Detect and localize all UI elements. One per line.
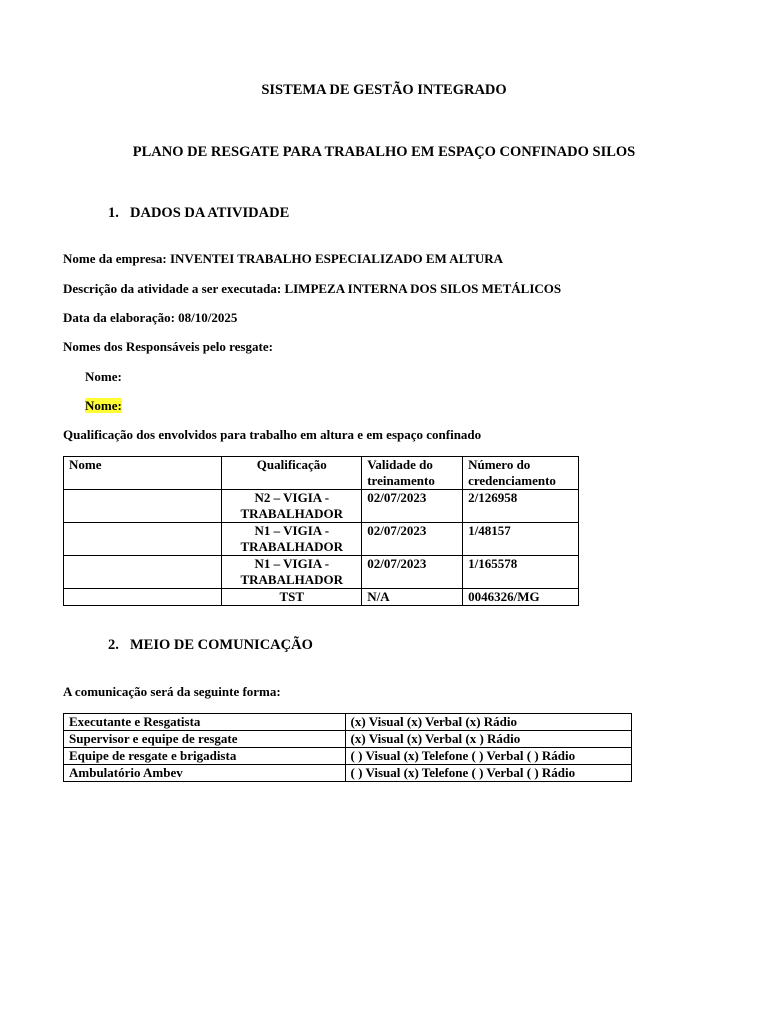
cell-means: (x) Visual (x) Verbal (x) Rádio bbox=[345, 714, 631, 731]
table-row bbox=[64, 490, 579, 523]
highlighted-name-label: Nome: bbox=[85, 398, 122, 413]
cell-qualificacao: N1 – VIGIA - TRABALHADOR bbox=[222, 556, 362, 589]
cell-numero: 0046326/MG bbox=[463, 589, 579, 606]
communication-table bbox=[63, 713, 632, 782]
header-numero: Número do credenciamento bbox=[463, 457, 579, 490]
cell-validade: 02/07/2023 bbox=[362, 523, 463, 556]
system-title: SISTEMA DE GESTÃO INTEGRADO bbox=[261, 82, 507, 98]
table-row bbox=[64, 523, 579, 556]
cell-means: ( ) Visual (x) Telefone ( ) Verbal ( ) Rádio bbox=[345, 765, 631, 782]
cell-qualificacao: N1 – VIGIA - TRABALHADOR bbox=[222, 523, 362, 556]
cell-validade: N/A bbox=[362, 589, 463, 606]
communication-intro: A comunicação será da seguinte forma: bbox=[63, 684, 281, 699]
section-1-title: DADOS DA ATIVIDADE bbox=[130, 205, 290, 221]
company-line: Nome da empresa: INVENTEI TRABALHO ESPECIALIZADO EM ALTURA bbox=[63, 251, 504, 266]
table-row bbox=[64, 731, 632, 748]
responsible-name-2 bbox=[85, 398, 122, 414]
table-row bbox=[64, 556, 579, 589]
responsibles-line: Nomes dos Responsáveis pelo resgate: bbox=[63, 339, 273, 354]
cell-numero: 1/48157 bbox=[463, 523, 579, 556]
header-qualificacao: Qualificação bbox=[222, 457, 362, 490]
responsible-name-1: Nome: bbox=[85, 369, 122, 384]
section-2-number: 2. bbox=[108, 637, 119, 653]
cell-qualificacao: TST bbox=[222, 589, 362, 606]
date-line: Data da elaboração: 08/10/2025 bbox=[63, 310, 238, 325]
cell-nome bbox=[64, 523, 222, 556]
section-2-heading bbox=[108, 637, 313, 654]
cell-nome bbox=[64, 589, 222, 606]
section-2-title: MEIO DE COMUNICAÇÃO bbox=[130, 637, 313, 653]
plan-title: PLANO DE RESGATE PARA TRABALHO EM ESPAÇO CONFINADO SILOS bbox=[132, 144, 636, 160]
qualification-table bbox=[63, 456, 579, 606]
qualification-intro: Qualificação dos envolvidos para trabalho em altura e em espaço confinado bbox=[63, 427, 482, 442]
table-row bbox=[64, 589, 579, 606]
cell-participants: Equipe de resgate e brigadista bbox=[64, 748, 346, 765]
cell-nome bbox=[64, 490, 222, 523]
header-nome: Nome bbox=[64, 457, 222, 490]
cell-validade: 02/07/2023 bbox=[362, 490, 463, 523]
table-row bbox=[64, 714, 632, 731]
cell-means: ( ) Visual (x) Telefone ( ) Verbal ( ) Rádio bbox=[345, 748, 631, 765]
table-header-row bbox=[64, 457, 579, 490]
section-1-number: 1. bbox=[108, 205, 119, 221]
cell-numero: 1/165578 bbox=[463, 556, 579, 589]
cell-means: (x) Visual (x) Verbal (x ) Rádio bbox=[345, 731, 631, 748]
cell-participants: Executante e Resgatista bbox=[64, 714, 346, 731]
cell-nome bbox=[64, 556, 222, 589]
header-validade: Validade do treinamento bbox=[362, 457, 463, 490]
cell-validade: 02/07/2023 bbox=[362, 556, 463, 589]
table-row bbox=[64, 748, 632, 765]
section-1-heading bbox=[108, 205, 289, 222]
cell-participants: Supervisor e equipe de resgate bbox=[64, 731, 346, 748]
cell-participants: Ambulatório Ambev bbox=[64, 765, 346, 782]
table-row bbox=[64, 765, 632, 782]
cell-numero: 2/126958 bbox=[463, 490, 579, 523]
description-line: Descrição da atividade a ser executada: LIMPEZA INTERNA DOS SILOS METÁLICOS bbox=[63, 281, 562, 296]
cell-qualificacao: N2 – VIGIA - TRABALHADOR bbox=[222, 490, 362, 523]
